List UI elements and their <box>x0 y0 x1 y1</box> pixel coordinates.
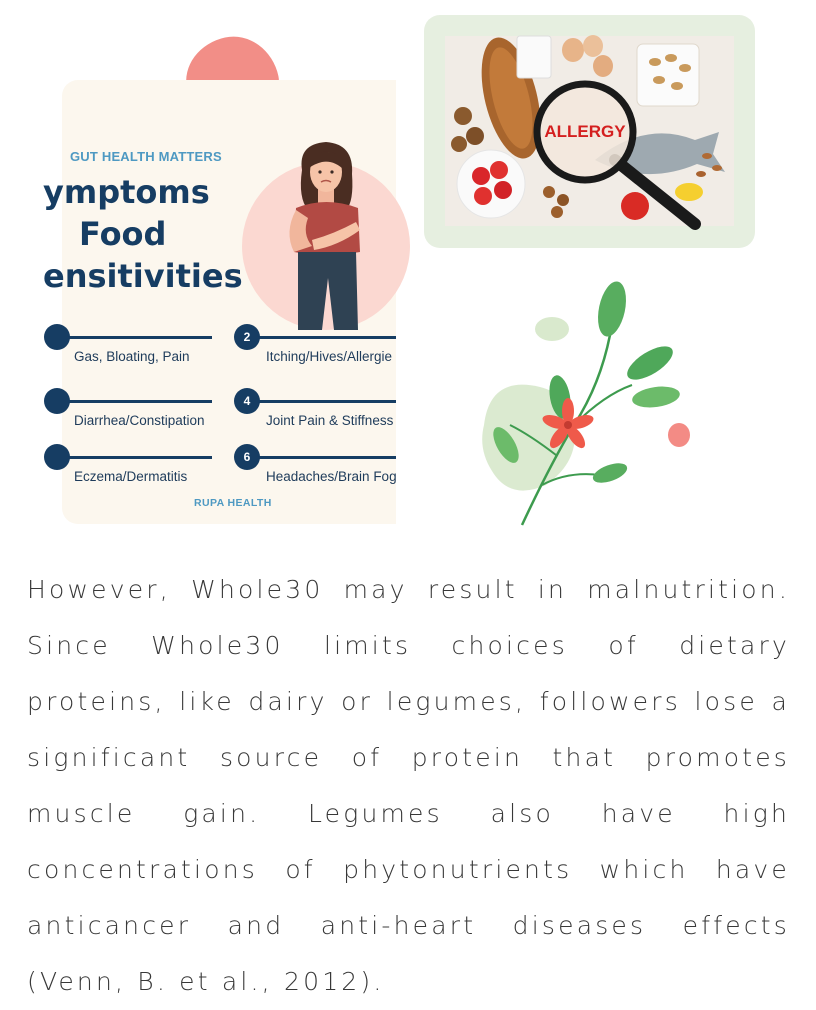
allergy-photo-illustration <box>445 36 734 226</box>
symptom-number-badge <box>44 444 70 470</box>
title-line-2: Food <box>79 215 167 253</box>
symptom-number-badge <box>44 324 70 350</box>
infographic-kicker: GUT HEALTH MATTERS <box>70 149 222 164</box>
symptom-item-3 <box>62 400 212 440</box>
symptom-rule <box>62 400 212 403</box>
symptom-rule <box>62 456 212 459</box>
woman-scratching-illustration <box>272 140 382 330</box>
symptom-rule <box>62 336 212 339</box>
allergy-label: ALLERGY <box>544 122 626 141</box>
symptom-number-badge: 6 <box>234 444 260 470</box>
symptom-label: Joint Pain & Stiffness <box>266 413 394 428</box>
symptom-number-badge: 2 <box>234 324 260 350</box>
title-line-1: ymptoms <box>43 173 210 211</box>
article-paragraph: However, Whole30 may result in malnutrition. Since Whole30 limits choices of dietary proteins, like dairy or legumes, followers lose a significant source of protein that promotes muscle gain. Legumes also have high concentrations of phytonutrients which have anticancer and anti-heart diseases effects (Venn, B. et al., 2012). <box>27 575 790 996</box>
food-sensitivities-infographic <box>43 80 397 524</box>
decorative-flower-branch <box>470 275 710 535</box>
symptom-item-4 <box>234 394 396 440</box>
infographic-footer: RUPA HEALTH <box>194 497 272 509</box>
symptom-label: Itching/Hives/Allergie <box>266 349 393 364</box>
symptom-item-1 <box>62 336 212 376</box>
symptom-rule <box>254 456 396 459</box>
symptom-rule <box>254 336 396 339</box>
symptom-label: Gas, Bloating, Pain <box>74 349 190 364</box>
symptom-number-badge <box>44 388 70 414</box>
symptom-label: Eczema/Dermatitis <box>74 469 188 484</box>
title-line-3: ensitivities <box>43 257 243 295</box>
allergy-food-photo <box>445 36 734 226</box>
symptom-item-5 <box>62 456 212 496</box>
symptom-item-6 <box>234 450 397 496</box>
symptom-rule <box>254 400 396 403</box>
symptom-item-2 <box>234 330 396 376</box>
infographic-title <box>43 171 243 297</box>
symptom-label: Headaches/Brain Fog <box>266 469 397 484</box>
symptom-number-badge: 4 <box>234 388 260 414</box>
symptom-label: Diarrhea/Constipation <box>74 413 205 428</box>
